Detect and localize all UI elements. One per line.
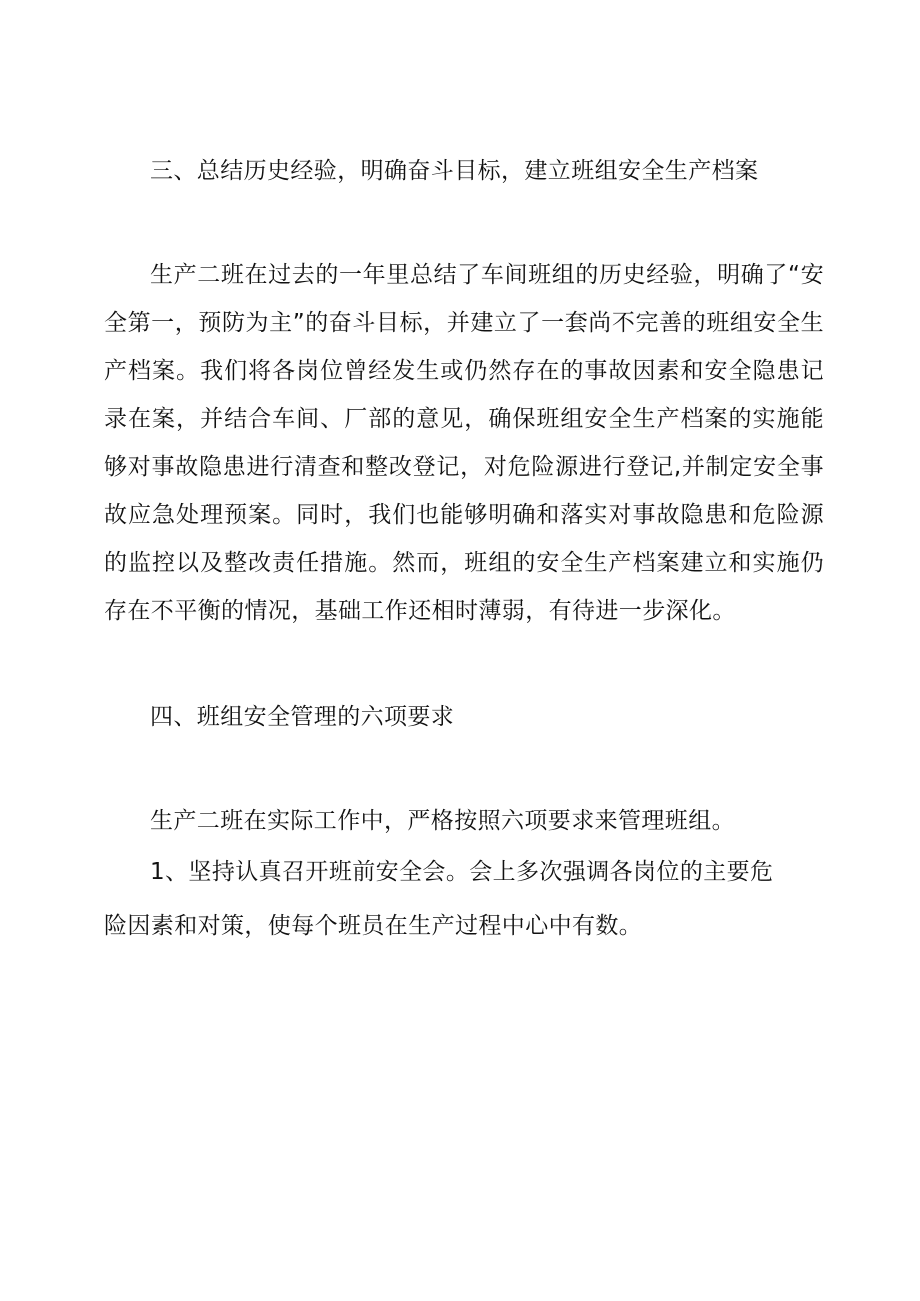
section-3-heading: 三、总结历史经验，明确奋斗目标，建立班组安全生产档案 [150,158,759,184]
list-item-1-line-2: 险因素和对策，使每个班员在生产过程中心中有数。 [104,913,643,939]
list-item-1-line-1: 1、坚持认真召开班前安全会。会上多次强调各岗位的主要危 [150,859,774,885]
document-page [104,147,824,953]
section-4-intro: 生产二班在实际工作中，严格按照六项要求来管理班组。 [150,808,735,834]
list-item-1 [104,845,824,953]
section-3-body: 生产二班在过去的一年里总结了车间班组的历史经验，明确了“安全第一，预防为主”的奋斗目标，并建立了一套尚不完善的班组安全生产档案。我们将各岗位曾经发生或仍然存在的事故因素和安全隐患记录在案，并结合车间、厂部的意见，确保班组安全生产档案的实施能够对事故隐患进行清查和整改登记，对危险源进行登记,并制定安全事故应急处理预案。同时，我们也能够明确和落实对事故隐患和危险源的监控以及整改责任措施。然而，班组的安全生产档案建立和实施仍存在不平衡的情况，基础工作还相时薄弱，有待进一步深化。 [104,262,824,624]
section-4-heading: 四、班组安全管理的六项要求 [150,704,455,730]
